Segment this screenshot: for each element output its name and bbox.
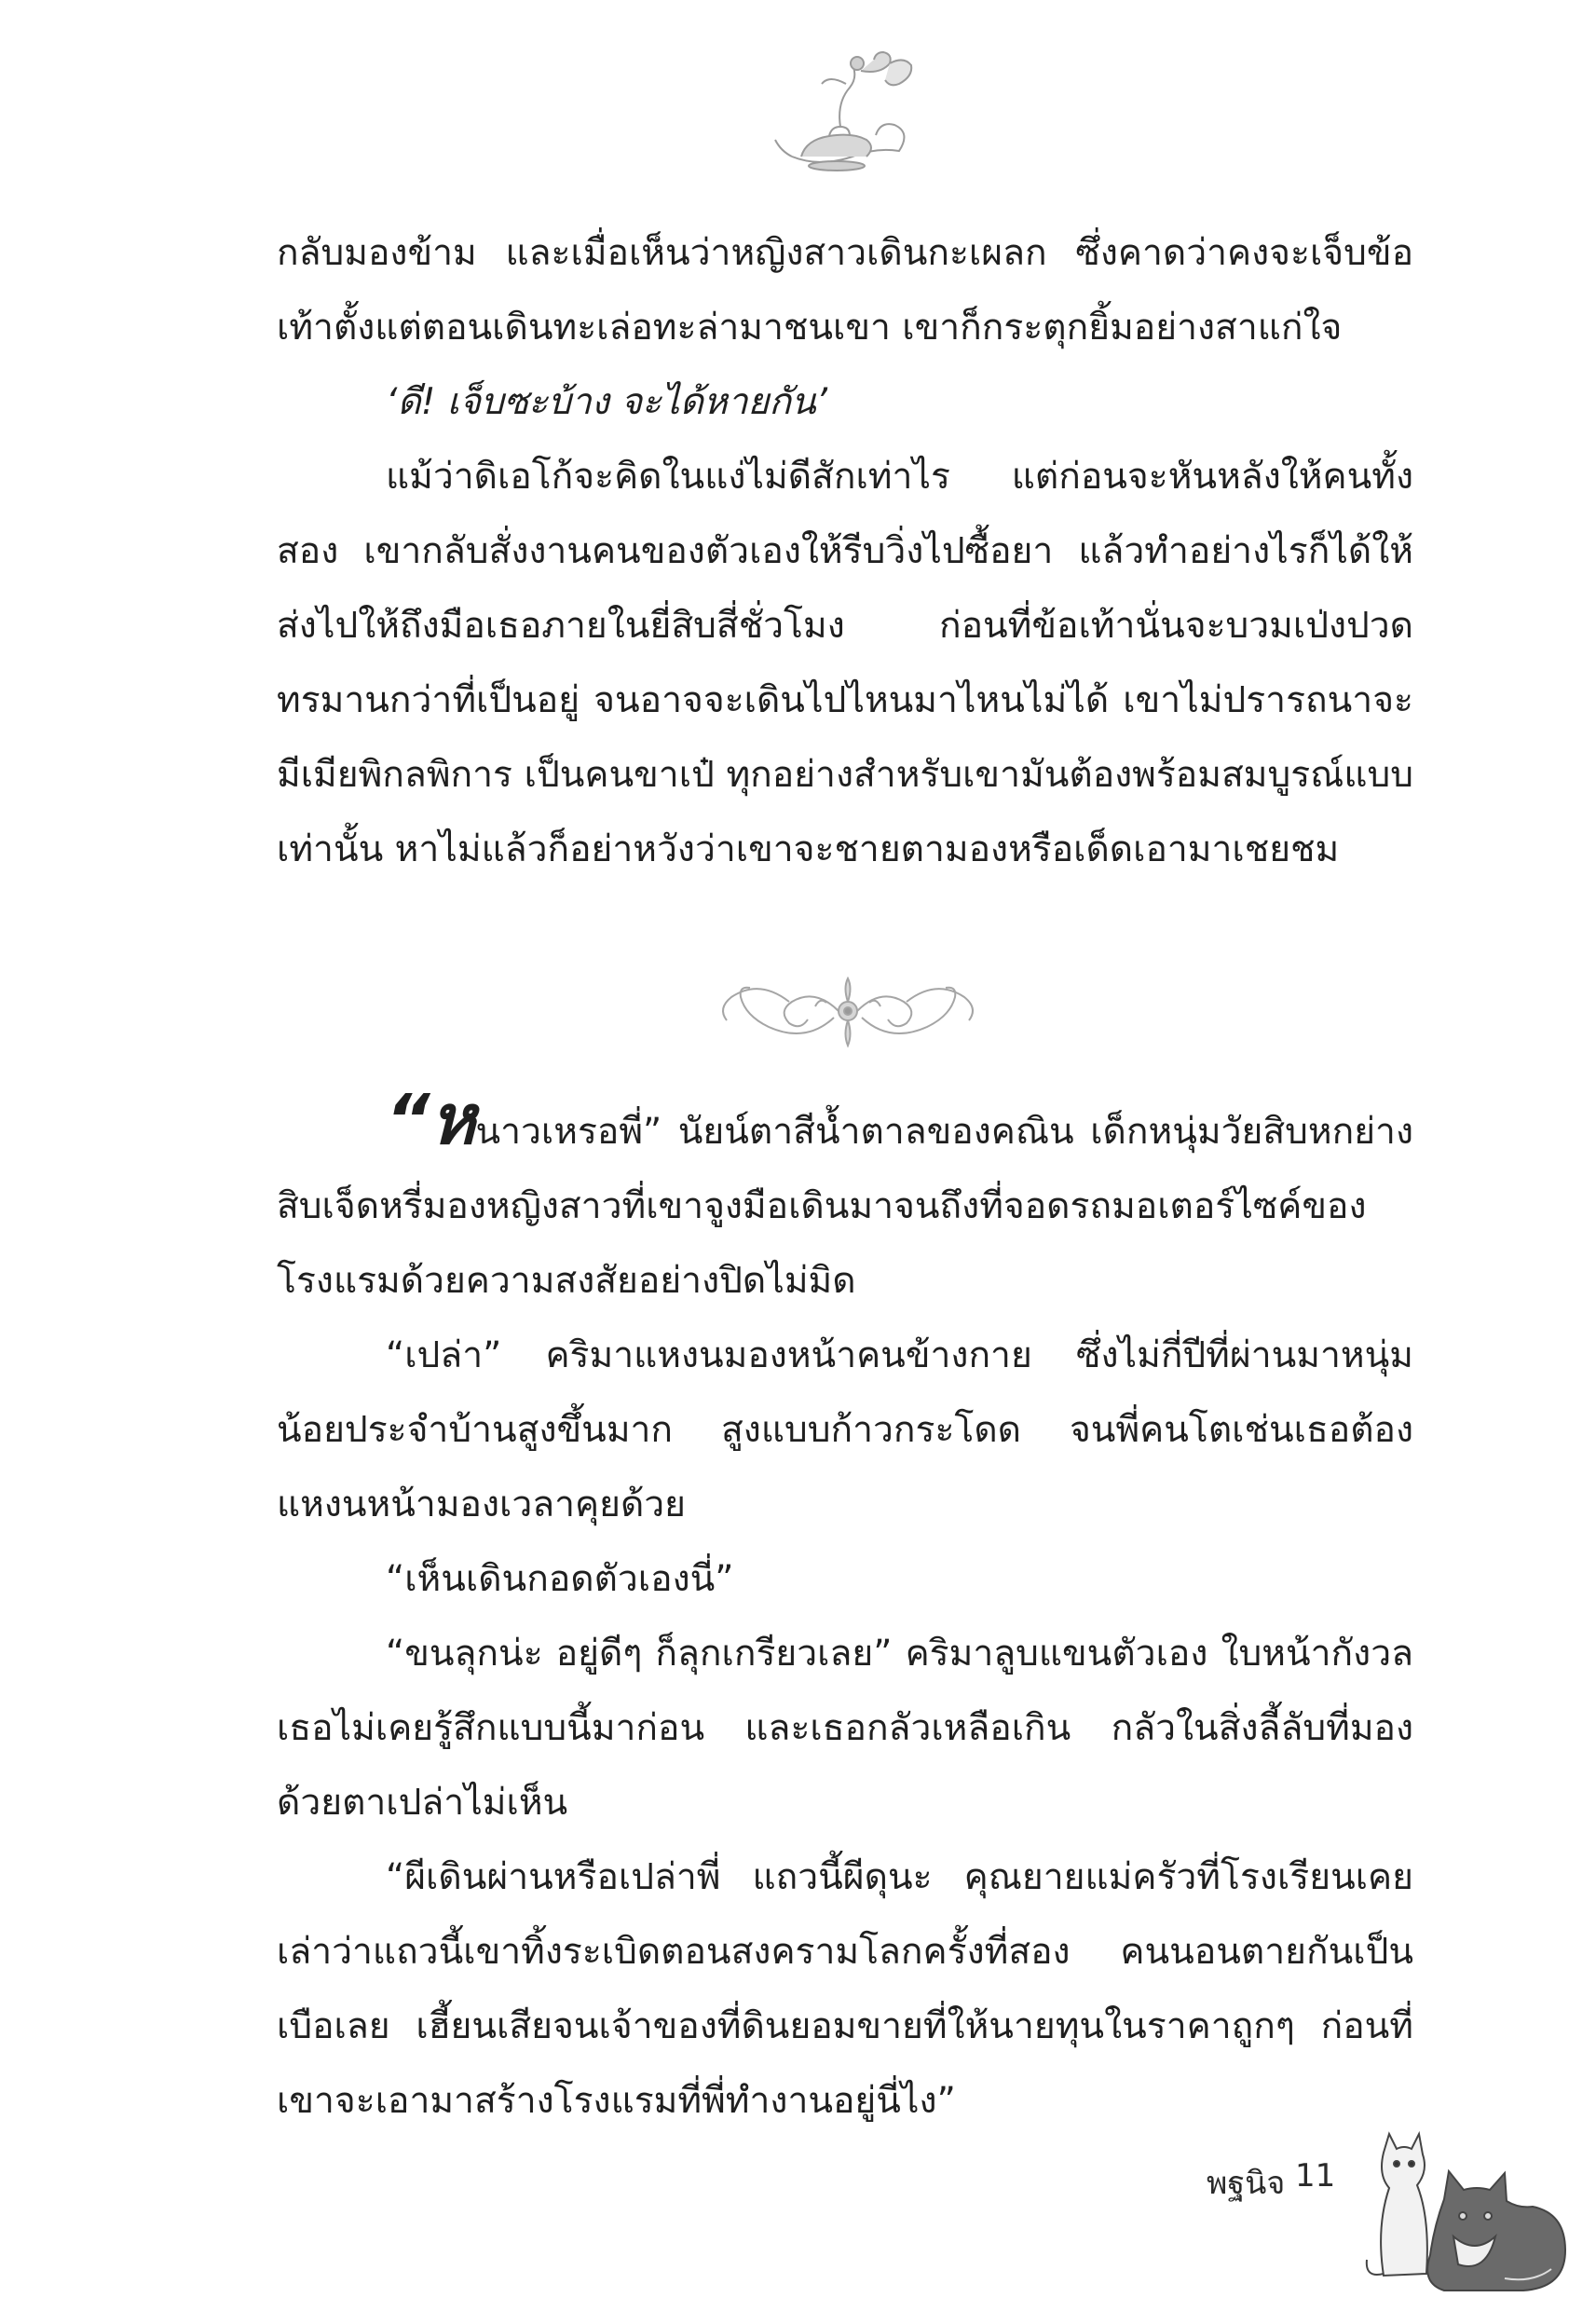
genie-lamp-cupid-icon — [764, 47, 932, 186]
paragraph: กลับมองข้าม และเมื่อเห็นว่าหญิงสาวเดินกะเผลก ซึ่งคาดว่าคงจะเจ็บข้อเท้าตั้งแต่ตอนเดินทะเล่อทะล่ามาชนเขา เขาก็กระตุกยิ้มอย่างสาแก่ใจ — [277, 232, 1413, 349]
opening-paragraph-text: นาวเหรอพี่” นัยน์ตาสีน้ำตาลของคณิน เด็กหนุ่มวัยสิบหกย่างสิบเจ็ดหรี่มองหญิงสาวที่เขาจูงมือเดินมาจนถึงที่จอดรถมอเตอร์ไซค์ของโรงแรมด้วยความสงสัยอย่างปิดไม่มิด — [277, 1111, 1413, 1302]
text-block-top — [277, 216, 1413, 887]
page-number: 11 — [1295, 2157, 1336, 2195]
opening-paragraph — [277, 1080, 1413, 1319]
paragraph: แม้ว่าดิเอโก้จะคิดในแง่ไม่ดีสักเท่าไร แต่ก่อนจะหันหลังให้คนทั้งสอง เขากลับสั่งงานคนของตัวเองให้รีบวิ่งไปซื้อยา แล้วทำอย่างไรก็ได้ให้ส่งไปให้ถึงมือเธอภายในยี่สิบสี่ชั่วโมง ก่อนที่ข้อเท้านั่นจะบวมเป่งปวดทรมานกว่าที่เป็นอยู่ จนอาจจะเดินไปไหนมาไหนไม่ได้ เขาไม่ปรารถนาจะมีเมียพิกลพิการ เป็นคนขาเป๋ ทุกอย่างสำหรับเขามันต้องพร้อมสมบูรณ์แบบเท่านั้น หาไม่แล้วก็อย่าหวังว่าเขาจะชายตามองหรือเด็ดเอามาเชยชม — [277, 456, 1413, 870]
text-block-bottom — [277, 1080, 1413, 2139]
footer-author: พฐนิจ — [1207, 2165, 1286, 2202]
drop-cap: “ห — [386, 1080, 476, 1160]
floral-flourish-icon — [703, 969, 992, 1053]
cats-icon — [1356, 2097, 1570, 2302]
paragraph: “เห็นเดินกอดตัวเองนี่” — [386, 1558, 734, 1600]
paragraph: “เปล่า” คริมาแหงนมองหน้าคนข้างกาย ซึ่งไม่กี่ปีที่ผ่านมาหนุ่มน้อยประจำบ้านสูงขึ้นมาก สูงแบบก้าวกระโดด จนพี่คนโตเช่นเธอต้องแหงนหน้ามองเวลาคุยด้วย — [277, 1334, 1413, 1525]
inner-thought-paragraph: ‘ดี! เจ็บซะบ้าง จะได้หายกัน’ — [386, 381, 828, 423]
paragraph: “ผีเดินผ่านหรือเปล่าพี่ แถวนี้ผีดุนะ คุณยายแม่ครัวที่โรงเรียนเคยเล่าว่าแถวนี้เขาทิ้งระเบิดตอนสงครามโลกครั้งที่สอง คนนอนตายกันเป็นเบือเลย เฮี้ยนเสียจนเจ้าของที่ดินยอมขายที่ให้นายทุนในราคาถูกๆ ก่อนที่เขาจะเอามาสร้างโรงแรมที่พี่ทำงานอยู่นี่ไง” — [277, 1856, 1413, 2122]
paragraph: “ขนลุกน่ะ อยู่ดีๆ ก็ลุกเกรียวเลย” คริมาลูบแขนตัวเอง ใบหน้ากังวล เธอไม่เคยรู้สึกแบบนี้มาก่อน และเธอกลัวเหลือเกิน กลัวในสิ่งลี้ลับที่มองด้วยตาเปล่าไม่เห็น — [277, 1633, 1413, 1824]
